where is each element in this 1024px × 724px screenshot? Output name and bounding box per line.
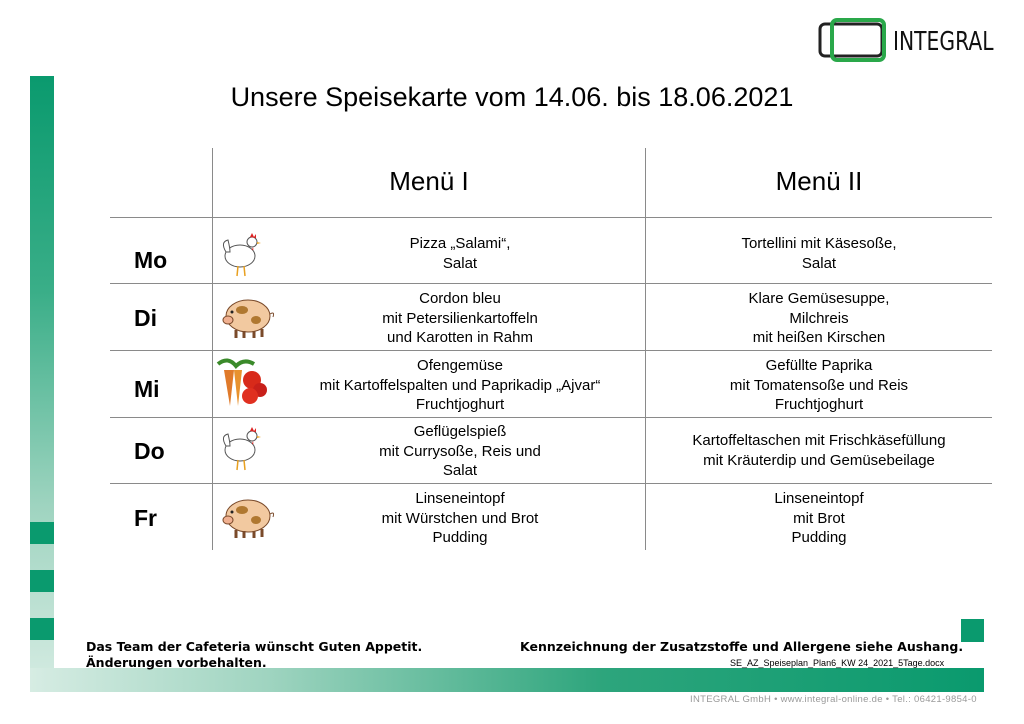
dish-line: Cordon bleu: [419, 290, 501, 307]
menu-2-dish: [646, 431, 992, 470]
pig-icon: [218, 490, 278, 544]
day-label: Mo: [134, 247, 168, 273]
day-label: Fr: [134, 505, 157, 531]
menu-2-dish: [646, 234, 992, 273]
table-divider: [110, 417, 992, 418]
decor-square: [30, 570, 54, 592]
dish-line: Fruchtjoghurt: [415, 396, 505, 413]
decor-square-right: [961, 619, 984, 642]
menu-1-dish: [300, 489, 620, 548]
dish-line: mit Würstchen und Brot: [381, 509, 539, 527]
footer-allergens-note: Kennzeichnung der Zusatzstoffe und Allergene siehe Aushang.: [520, 639, 964, 654]
menu-1-dish: [300, 422, 620, 481]
dish-line: Salat: [442, 254, 478, 272]
dish-line: und Karotten in Rahm: [387, 329, 533, 346]
column-header-menu-1: Menü I: [389, 166, 469, 196]
day-label: Do: [134, 438, 165, 464]
dish-line: mit Kräuterdip und Gemüsebeilage: [703, 451, 935, 469]
menu-1-dish: [300, 289, 620, 348]
day-label: Mi: [134, 376, 160, 402]
chicken-icon: [218, 422, 262, 474]
footer-greeting: Das Team der Cafeteria wünscht Guten Appetit.: [86, 639, 423, 654]
table-divider: [110, 350, 992, 351]
bottom-decor-bar: [30, 668, 984, 692]
decor-square: [30, 522, 54, 544]
dish-line: mit Brot: [793, 509, 845, 527]
dish-line: mit Petersilienkartoffeln: [382, 309, 538, 327]
column-header-menu-2: Menü II: [775, 166, 863, 196]
dish-line: Geflügelspieß: [413, 423, 507, 440]
chicken-icon: [218, 228, 262, 280]
dish-line: Linseneintopf: [415, 490, 505, 507]
menu-1-dish: [290, 356, 630, 415]
dish-line: mit Currysoße, Reis und: [379, 442, 541, 460]
dish-line: mit heißen Kirschen: [752, 329, 886, 346]
dish-line: Fruchtjoghurt: [774, 396, 864, 413]
dish-line: Klare Gemüsesuppe,: [748, 290, 890, 307]
dish-line: mit Kartoffelspalten und Paprikadip „Ajvar“: [319, 376, 601, 394]
dish-line: Tortellini mit Käsesoße,: [741, 235, 897, 252]
dish-line: Gefüllte Paprika: [765, 357, 873, 374]
dish-line: Ofengemüse: [417, 357, 503, 374]
dish-line: Linseneintopf: [774, 490, 864, 507]
dish-line: Milchreis: [789, 309, 849, 327]
dish-line: mit Tomatensoße und Reis: [729, 376, 909, 394]
dish-line: Pizza „Salami“,: [409, 235, 511, 252]
dish-line: Pudding: [432, 529, 488, 546]
table-divider: [110, 217, 992, 218]
dish-line: Salat: [801, 254, 837, 272]
company-info: INTEGRAL GmbH • www.integral-online.de • Tel.: 06421-9854-0: [690, 694, 977, 705]
pig-icon: [218, 290, 278, 344]
dish-line: Salat: [442, 462, 478, 479]
decor-square: [30, 618, 54, 640]
menu-2-dish: [646, 289, 992, 348]
table-divider: [110, 283, 992, 284]
day-label: Di: [134, 305, 157, 331]
table-divider: [110, 483, 992, 484]
dish-line: Pudding: [791, 529, 847, 546]
dish-line: Kartoffeltaschen mit Frischkäsefüllung: [692, 432, 946, 449]
logo-text: INTEGRAL: [893, 27, 994, 57]
menu-2-dish: [646, 489, 992, 548]
file-name: SE_AZ_Speiseplan_Plan6_KW 24_2021_5Tage.docx: [730, 658, 945, 668]
page-title: Unsere Speisekarte vom 14.06. bis 18.06.2021: [230, 82, 794, 112]
footer-changes-note: Änderungen vorbehalten.: [86, 655, 267, 670]
table-divider: [212, 148, 213, 550]
left-decor-bar: [30, 76, 54, 692]
menu-2-dish: [646, 356, 992, 415]
menu-1-dish: [300, 234, 620, 273]
vegetables-icon: [214, 356, 268, 410]
